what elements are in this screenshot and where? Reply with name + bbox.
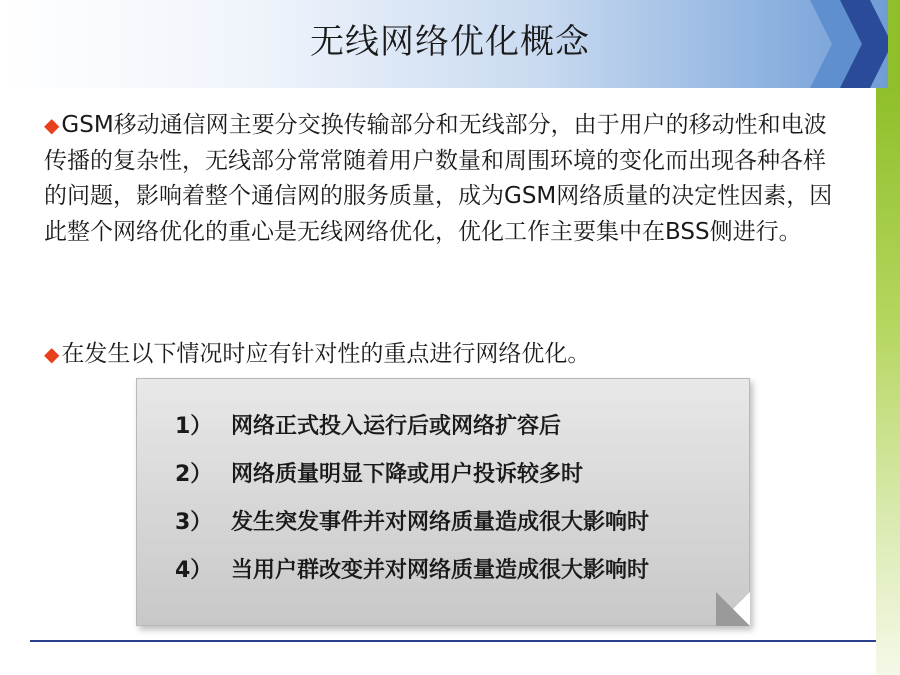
note-item <box>175 409 735 440</box>
paragraph-2 <box>44 337 844 373</box>
note-item-number: 4） <box>175 558 213 583</box>
note-box <box>136 378 750 626</box>
note-item-text: 发生突发事件并对网络质量造成很大影响时 <box>231 510 650 535</box>
chevron-arrows-icon <box>800 0 900 88</box>
paragraph-2-text: 在发生以下情况时应有针对性的重点进行网络优化。 <box>61 341 591 367</box>
green-edge-strip <box>876 88 900 675</box>
diamond-bullet-icon: ◆ <box>44 342 60 366</box>
note-item <box>175 457 735 488</box>
paragraph-1 <box>44 108 844 250</box>
bottom-divider <box>30 640 876 642</box>
note-item <box>175 505 735 536</box>
note-item-number: 3） <box>175 510 213 535</box>
diamond-bullet-icon: ◆ <box>44 113 60 137</box>
paragraph-1-text: GSM移动通信网主要分交换传输部分和无线部分，由于用户的移动性和电波传播的复杂性，无线部分常常随着用户数量和周围环境的变化而出现各种各样的问题，影响着整个通信网的服务质量，成为GSM网络质量的决定性因素，因此整个网络优化的重心是无线网络优化，优化工作主要集中在BSS侧进行。 <box>44 112 833 245</box>
note-item-number: 1） <box>175 414 213 439</box>
note-item-text: 网络质量明显下降或用户投诉较多时 <box>231 462 584 487</box>
page-curl-icon <box>716 592 750 626</box>
note-item-text: 当用户群改变并对网络质量造成很大影响时 <box>231 558 650 583</box>
note-item-number: 2） <box>175 462 213 487</box>
slide-title: 无线网络优化概念 <box>310 22 590 62</box>
note-item <box>175 553 735 584</box>
note-item-text: 网络正式投入运行后或网络扩容后 <box>231 414 562 439</box>
